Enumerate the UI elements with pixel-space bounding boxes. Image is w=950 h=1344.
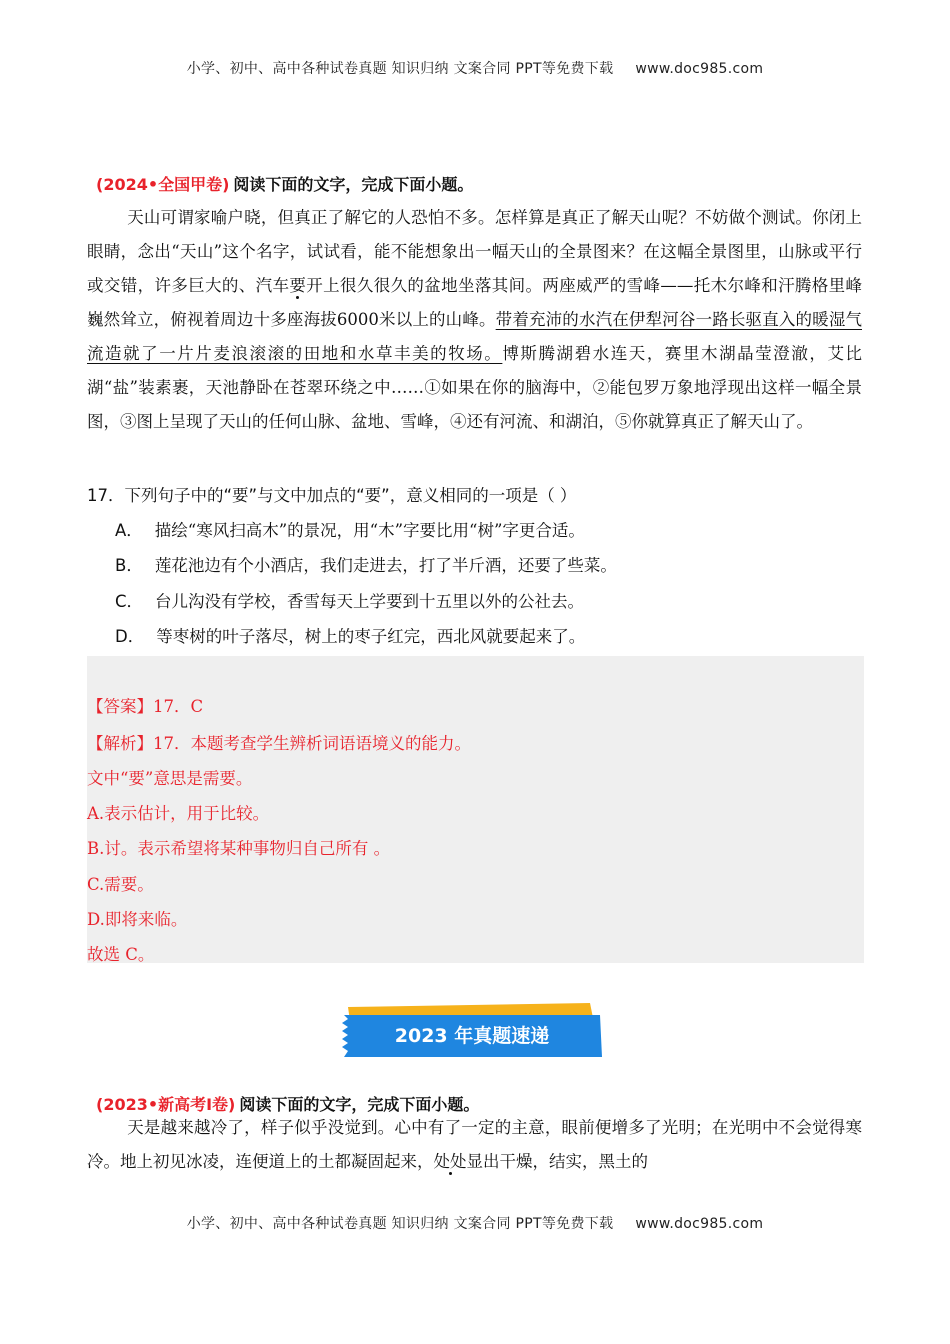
passage-2023 (87, 1111, 862, 1179)
analysis-line: 【解析】17．本题考查学生辨析词语语境义的能力。 (87, 734, 471, 753)
passage-part-1: 天山可谓家喻户晓，但真正了解它的人恐怕不多。怎样算是真正了解天山呢？不妨做个测试。你闭上眼睛，念出“天山”这个名字，试试看，能不能想象出一幅天山的全景图来？在这幅全景图里，山脉或平行或交错，许多巨大的、汽车 (87, 208, 862, 295)
footer-text: 小学、初中、高中各种试卷真题 知识归纳 文案合同 PPT等免费下载 (186, 1216, 614, 1232)
option-key: A． (115, 521, 143, 540)
passage-tianshan (87, 201, 862, 439)
question-17: 17．下列句子中的“要”与文中加点的“要”，意义相同的一项是（ ） (87, 486, 577, 505)
option-key: C． (115, 592, 144, 611)
option-b (115, 552, 617, 576)
option-key: B． (115, 556, 143, 575)
analysis-detail-4: C.需要。 (87, 875, 154, 894)
passage-part-2: 开上很久很久的盆地坐落其间。两座威严的雪峰——托木尔峰和汗腾格里峰巍然耸立，俯视着周边十多座海拔6000米以上的山峰。 (87, 276, 863, 329)
analysis-detail-1: 文中“要”意思是需要。 (87, 769, 253, 788)
dotted-char-yao: 要 (289, 276, 307, 295)
header-url[interactable]: www.doc985.com (635, 61, 764, 77)
analysis-detail-6: 故选 C。 (87, 945, 155, 964)
passage2-part-2: 显出干燥，结实，黑土的 (466, 1152, 648, 1171)
page-header (0, 58, 950, 78)
section-2024-title (96, 172, 473, 195)
option-c (115, 588, 584, 612)
header-text: 小学、初中、高中各种试卷真题 知识归纳 文案合同 PPT等免费下载 (186, 61, 614, 77)
banner-title: 2023 年真题速递 (394, 1025, 550, 1047)
page-footer (0, 1213, 950, 1233)
option-text: 莲花池边有个小酒店，我们走进去，打了半斤酒，还要了些菜。 (154, 556, 617, 575)
instruction-text: 阅读下面的文字，完成下面小题。 (239, 1095, 480, 1114)
analysis-detail-3: B.讨。表示希望将某种事物归自己所有 。 (87, 839, 391, 858)
option-text: 台儿沟没有学校，香雪每天上学要到十五里以外的公社去。 (155, 592, 585, 611)
analysis-detail-2: A.表示估计，用于比较。 (87, 804, 270, 823)
instruction-text: 阅读下面的文字，完成下面小题。 (233, 175, 474, 194)
option-d (115, 623, 585, 647)
passage2-part-1: 天是越来越冷了，样子似乎没觉到。心中有了一定的主意，眼前便增多了光明；在光明中不会觉得寒冷。地上初见冰凌，连便道上的土都凝固起来， (87, 1118, 862, 1171)
dotted-chars-chuchu: 处处 (433, 1152, 467, 1171)
option-text: 等枣树的叶子落尽，树上的枣子红完，西北风就要起来了。 (156, 627, 586, 646)
underlined-sentence: 带着充沛的水汽在伊犁河谷一路长驱直入的暖湿气流造就了一片片麦浪滚滚的田地和水草丰美的牧场。 (87, 310, 862, 363)
option-text: 描绘“寒风扫高木”的景况，用“木”字要比用“树”字更合适。 (154, 521, 585, 540)
exam-tag-2023: (2023•新高考Ⅰ卷) (96, 1095, 236, 1114)
option-a (115, 517, 585, 541)
year-banner (340, 1003, 604, 1061)
exam-tag-2024: (2024•全国甲卷) (96, 175, 230, 194)
passage-part-3: 博斯腾湖碧水连天，赛里木湖晶莹澄澈，艾比湖“盐”装素裹，天池静卧在苍翠环绕之中……①如果在你的脑海中，②能包罗万象地浮现出这样一幅全景图，③图上呈现了天山的任何山脉、盆地、雪峰，④还有河流、和湖泊，⑤你就算真正了解天山了。 (87, 344, 863, 431)
option-key: D． (115, 627, 145, 646)
footer-url[interactable]: www.doc985.com (635, 1216, 764, 1232)
analysis-detail-5: D.即将来临。 (87, 910, 188, 929)
answer-line: 【答案】17．C (87, 697, 204, 716)
